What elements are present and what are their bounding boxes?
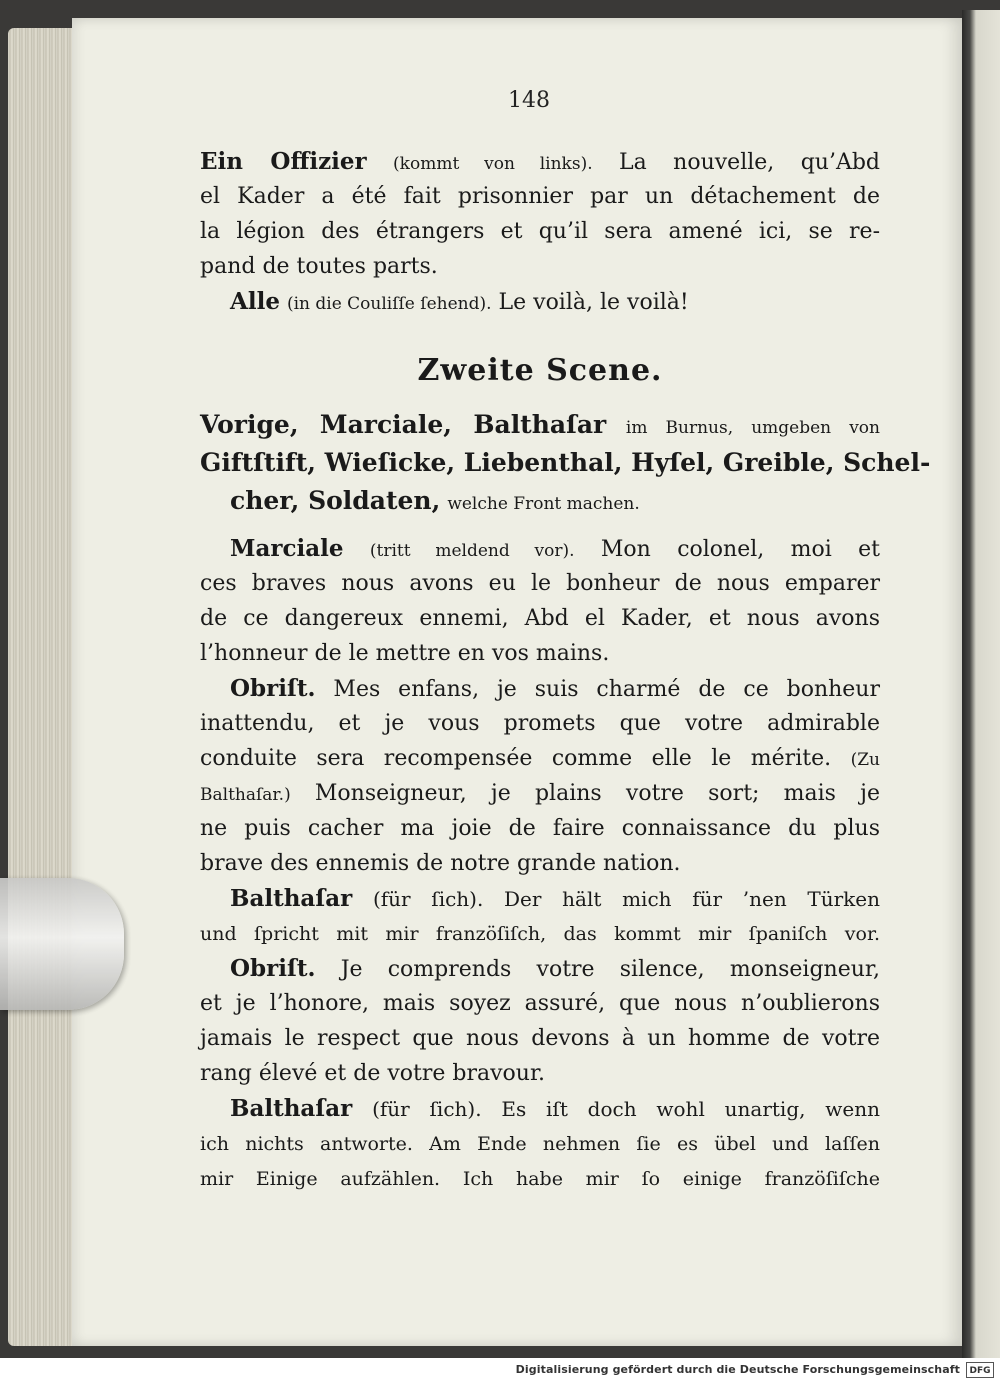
spoken-text: Mon colonel, moi et bbox=[600, 537, 880, 562]
balthasar2-line-1 bbox=[230, 1092, 880, 1126]
stage-direction: Balthaſar.) bbox=[200, 785, 291, 805]
marciale-line-1 bbox=[230, 532, 880, 568]
obrist-line-6: brave des ennemis de notre grande nation. bbox=[200, 851, 681, 876]
obrist-line-1 bbox=[230, 672, 880, 707]
cast-names: cher, Soldaten, bbox=[230, 486, 441, 515]
spoken-text: Je comprends votre silence, monseigneur, bbox=[340, 957, 880, 982]
obrist-line-5: ne puis cacher ma joie de faire connaissance du plus bbox=[200, 816, 880, 841]
spoken-text: (für ſich). Der hält mich für ’nen Türken bbox=[372, 887, 881, 911]
spoken-text: Monseigneur, je plains votre sort; mais je bbox=[314, 781, 880, 806]
obrist2-line-1 bbox=[230, 952, 880, 987]
facing-page-edge bbox=[962, 10, 1000, 1358]
speaker-offizier: Ein Offizier bbox=[200, 148, 367, 175]
marciale-line-2: ces braves nous avons eu le bonheur de nous emparer bbox=[200, 571, 880, 596]
page-number: 148 bbox=[508, 88, 550, 113]
balthasar2-line-2: ich nichts antworte. Am Ende nehmen ſie es übel und laſſen bbox=[200, 1133, 880, 1155]
speaker-marciale: Marciale bbox=[230, 535, 344, 562]
cast-note: welche Front machen. bbox=[447, 494, 640, 514]
cast-line-1 bbox=[200, 407, 880, 446]
digitization-credit: Digitalisierung gefördert durch die Deutsche Forschungsgemeinschaft bbox=[515, 1363, 960, 1376]
stage-direction: (tritt meldend vor). bbox=[369, 541, 575, 561]
cast-line-3 bbox=[230, 483, 880, 522]
offizier-line-4: pand de toutes parts. bbox=[200, 254, 438, 279]
obrist2-line-2: et je l’honore, mais soyez assuré, que nous n’oublierons bbox=[200, 991, 880, 1016]
obrist2-line-4: rang élevé et de votre bravour. bbox=[200, 1061, 546, 1086]
balthasar2-line-3: mir Einige aufzählen. Ich habe mir ſo einige franzöſiſche bbox=[200, 1168, 880, 1190]
obrist2-line-3: jamais le respect que nous devons à un homme de votre bbox=[200, 1026, 880, 1051]
stage-direction: (Zu bbox=[850, 750, 880, 770]
spoken-text: Mes enfans, je suis charmé de ce bonheur bbox=[333, 677, 880, 702]
speaker-obrist: Obriſt. bbox=[230, 955, 316, 982]
marciale-line-4: l’honneur de le mettre en vos mains. bbox=[200, 641, 610, 666]
cast-line-2: Giftſtift, Wieſicke, Liebenthal, Hyſel, Greible, Schel- bbox=[200, 448, 931, 477]
page-clip bbox=[0, 878, 124, 1010]
stage-direction: (in die Couliſſe ſehend). bbox=[286, 294, 492, 314]
spoken-text: conduite sera recompensée comme elle le mérite. bbox=[200, 746, 832, 771]
obrist-line-4 bbox=[200, 777, 880, 812]
spoken-text: Le voilà, le voilà! bbox=[498, 290, 689, 315]
balthasar-line-2: und ſpricht mit mir franzöſiſch, das kommt mir ſpaniſch vor. bbox=[200, 923, 880, 945]
obrist-line-3 bbox=[200, 742, 880, 777]
marciale-line-3: de ce dangereux ennemi, Abd el Kader, et nous avons bbox=[200, 606, 880, 631]
dfg-logo: DFG bbox=[966, 1362, 994, 1378]
obrist-line-2: inattendu, et je vous promets que votre admirable bbox=[200, 711, 880, 736]
spoken-text: La nouvelle, qu’Abd bbox=[619, 150, 880, 175]
offizier-line-2: el Kader a été fait prisonnier par un détachement de bbox=[200, 184, 880, 209]
alle-line bbox=[230, 285, 880, 321]
spoken-text: (für ſich). Es iſt doch wohl unartig, wenn bbox=[372, 1097, 881, 1121]
scene-title: Zweite Scene. bbox=[417, 353, 663, 388]
speaker-balthasar: Balthaſar bbox=[230, 885, 353, 912]
offizier-line-3: la légion des étrangers et qu’il sera amené ici, se re- bbox=[200, 219, 880, 244]
cast-names: Vorige, Marciale, Balthaſar bbox=[200, 410, 607, 439]
balthasar-line-1 bbox=[230, 882, 880, 916]
stage-direction: (kommt von links). bbox=[393, 154, 593, 174]
speaker-alle: Alle bbox=[230, 288, 280, 315]
footer-bar bbox=[0, 1358, 1000, 1383]
cast-note: im Burnus, umgeben von bbox=[625, 418, 880, 438]
speaker-obrist: Obriſt. bbox=[230, 675, 316, 702]
speaker-balthasar: Balthaſar bbox=[230, 1095, 353, 1122]
offizier-line-1 bbox=[200, 145, 880, 181]
